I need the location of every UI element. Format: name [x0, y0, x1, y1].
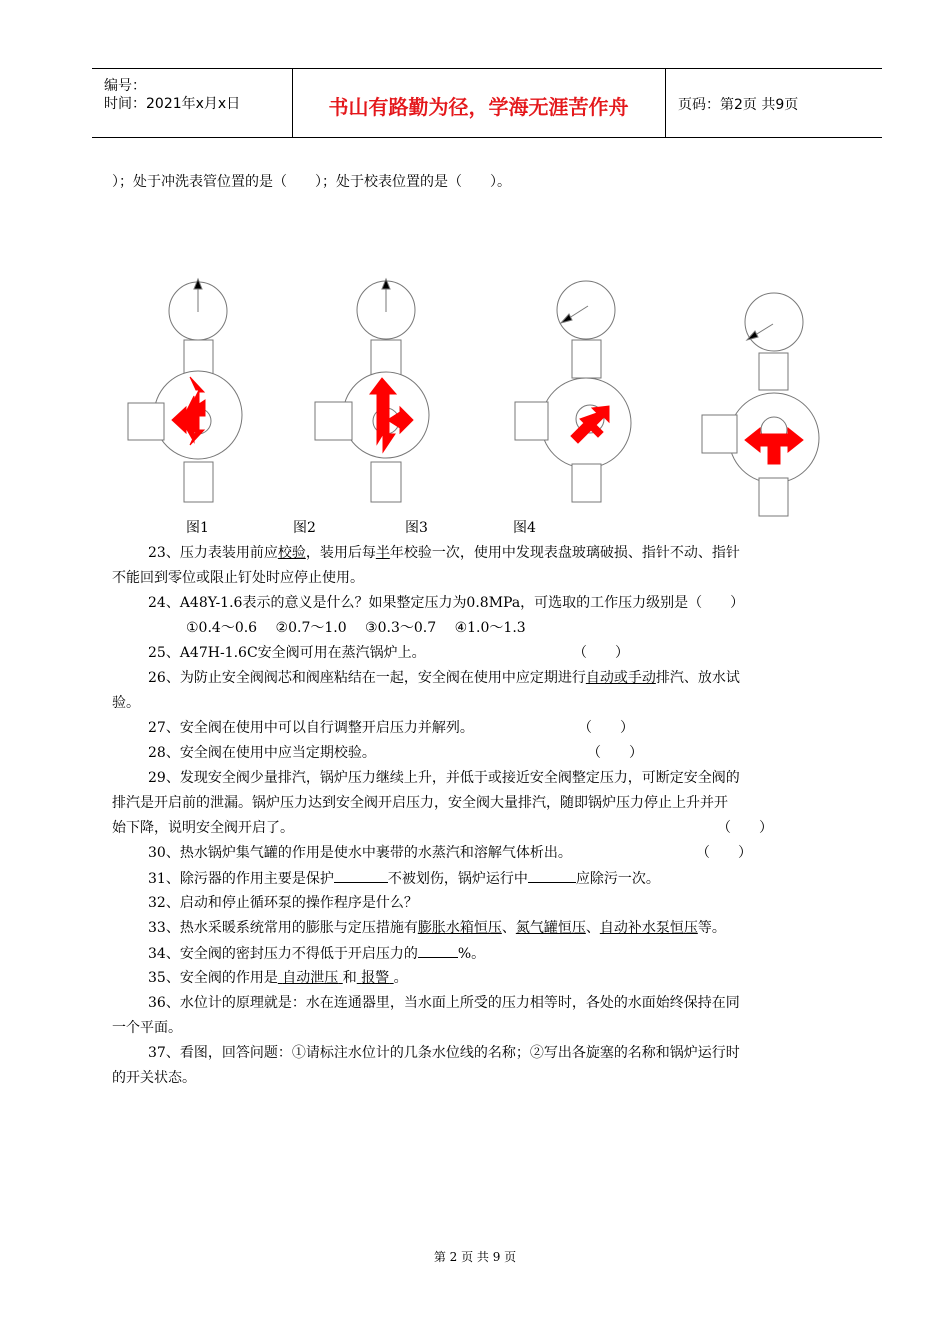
figure-caption-2: 图2 — [293, 520, 316, 536]
q35-answer-1-text: 自动泄压 — [282, 970, 339, 986]
question-28: 28、安全阀在使用中应当定期校验。 — [148, 745, 376, 761]
question-27: 27、安全阀在使用中可以自行调整开启压力并解列。 — [148, 720, 474, 736]
question-36: 36、水位计的原理就是：水在连通器里，当水面上所受的压力相等时，各处的水面始终保持在同 — [148, 995, 740, 1011]
q34-text-a: 34、安全阀的密封压力不得低于开启压力的 — [148, 946, 418, 962]
header-motto-cell — [292, 69, 666, 137]
q31-blank-1[interactable] — [334, 868, 388, 883]
question-32: 32、启动和停止循环泵的操作程序是什么？ — [148, 895, 418, 911]
q26-text-b: 排汽、放水试 — [655, 670, 740, 686]
motto: 书山有路勤为径，学海无涯苦作舟 — [328, 95, 629, 119]
question-27-paren: （ ） — [578, 720, 634, 736]
q33-answer-1: 膨胀水箱恒压 — [417, 920, 502, 936]
q23-text-c: 年校验一次，使用中发现表盘玻璃破损、指针不动、指针 — [389, 545, 740, 561]
question-37: 37、看图，回答问题：①请标注水位计的几条水位线的名称；②写出各旋塞的名称和锅炉运行时 — [148, 1045, 740, 1061]
q31-blank-2[interactable] — [528, 868, 576, 883]
question-34 — [148, 943, 485, 964]
question-29-line-2: 排汽是开启前的泄漏。锅炉压力达到安全阀开启压力，安全阀大量排汽，随即锅炉压力停止上升并开 — [112, 795, 728, 811]
figure-caption-1: 图1 — [186, 520, 209, 536]
code-label: 编号： — [104, 78, 146, 94]
q23-text-b: ，装用后每 — [305, 545, 376, 561]
q33-text-a: 33、热水采暖系统常用的膨胀与定压措施有 — [148, 920, 418, 936]
time-label: 时间：2021年x月x日 — [104, 96, 241, 112]
figure-caption-3: 图3 — [405, 520, 428, 536]
q23-answer-2: 半 — [375, 545, 390, 561]
q31-text-a: 31、除污器的作用主要是保护 — [148, 871, 334, 887]
q34-text-b: %。 — [457, 946, 486, 962]
question-33 — [148, 918, 726, 938]
question-29-paren: （ ） — [717, 820, 773, 836]
question-30-paren: （ ） — [696, 845, 752, 861]
q35-text-a: 35、安全阀的作用是 — [148, 970, 278, 986]
figure-caption-4: 图4 — [513, 520, 536, 536]
q33-sep-2: 、 — [585, 920, 600, 936]
question-23 — [148, 543, 740, 563]
cock-figure-3 — [515, 281, 631, 502]
header-meta-cell — [92, 69, 293, 137]
q31-text-b: 不被划伤，锅炉运行中 — [387, 871, 528, 887]
question-37-line-2: 的开关状态。 — [112, 1070, 196, 1086]
q26-answer: 自动或手动 — [585, 670, 656, 686]
question-36-line-2: 一个平面。 — [112, 1020, 182, 1036]
q35-answer-2-text: 报警 — [361, 970, 390, 986]
q31-text-c: 应除污一次。 — [575, 871, 660, 887]
question-24: 24、A48Y-1.6表示的意义是什么？如果整定压力为0.8MPa，可选取的工作压力级别是（ ） — [148, 595, 745, 611]
question-31 — [148, 868, 660, 889]
question-23-line-2: 不能回到零位或限止钉处时应停止使用。 — [112, 570, 364, 586]
page-header — [92, 68, 882, 138]
q26-text-a: 26、为防止安全阀阀芯和阀座粘结在一起，安全阀在使用中应定期进行 — [148, 670, 586, 686]
q23-text-a: 23、压力表装用前应 — [148, 545, 278, 561]
cock-figure-4 — [702, 293, 819, 516]
intro-line: ）；处于冲洗表管位置的是（ ）；处于校表位置的是（ ）。 — [112, 174, 511, 190]
q35-text-b: 和 — [342, 970, 357, 986]
question-29: 29、发现安全阀少量排汽，锅炉压力继续上升，并低于或接近安全阀整定压力，可断定安全阀的 — [148, 770, 740, 786]
q33-sep-1: 、 — [501, 920, 516, 936]
question-35 — [148, 968, 408, 988]
question-26-line-2: 验。 — [112, 695, 140, 711]
page-number-label: 页码：第2页 共9页 — [678, 97, 799, 113]
q35-answer-2 — [357, 970, 394, 986]
question-28-paren: （ ） — [587, 745, 643, 761]
question-26 — [148, 668, 740, 688]
question-29-line-3: 始下降，说明安全阀开启了。 — [112, 820, 294, 836]
q33-text-b: 等。 — [697, 920, 726, 936]
q23-answer-1: 校验 — [277, 545, 306, 561]
page-footer: 第 2 页 共 9 页 — [433, 1250, 517, 1264]
q35-text-c: 。 — [393, 970, 408, 986]
header-page-cell — [666, 69, 882, 137]
question-25: 25、A47H-1.6C安全阀可用在蒸汽锅炉上。 — [148, 645, 426, 661]
question-25-paren: （ ） — [573, 645, 629, 661]
q34-blank[interactable] — [418, 943, 458, 958]
question-30: 30、热水锅炉集气罐的作用是使水中裹带的水蒸汽和溶解气体析出。 — [148, 845, 572, 861]
three-way-cock-figure — [120, 268, 820, 518]
q33-answer-2: 氮气罐恒压 — [515, 920, 586, 936]
q33-answer-3: 自动补水泵恒压 — [599, 920, 698, 936]
question-24-options: ①0.4～0.6 ②0.7～1.0 ③0.3～0.7 ④1.0～1.3 — [186, 620, 526, 636]
q35-answer-1 — [278, 970, 343, 986]
cock-figure-1 — [128, 282, 242, 502]
